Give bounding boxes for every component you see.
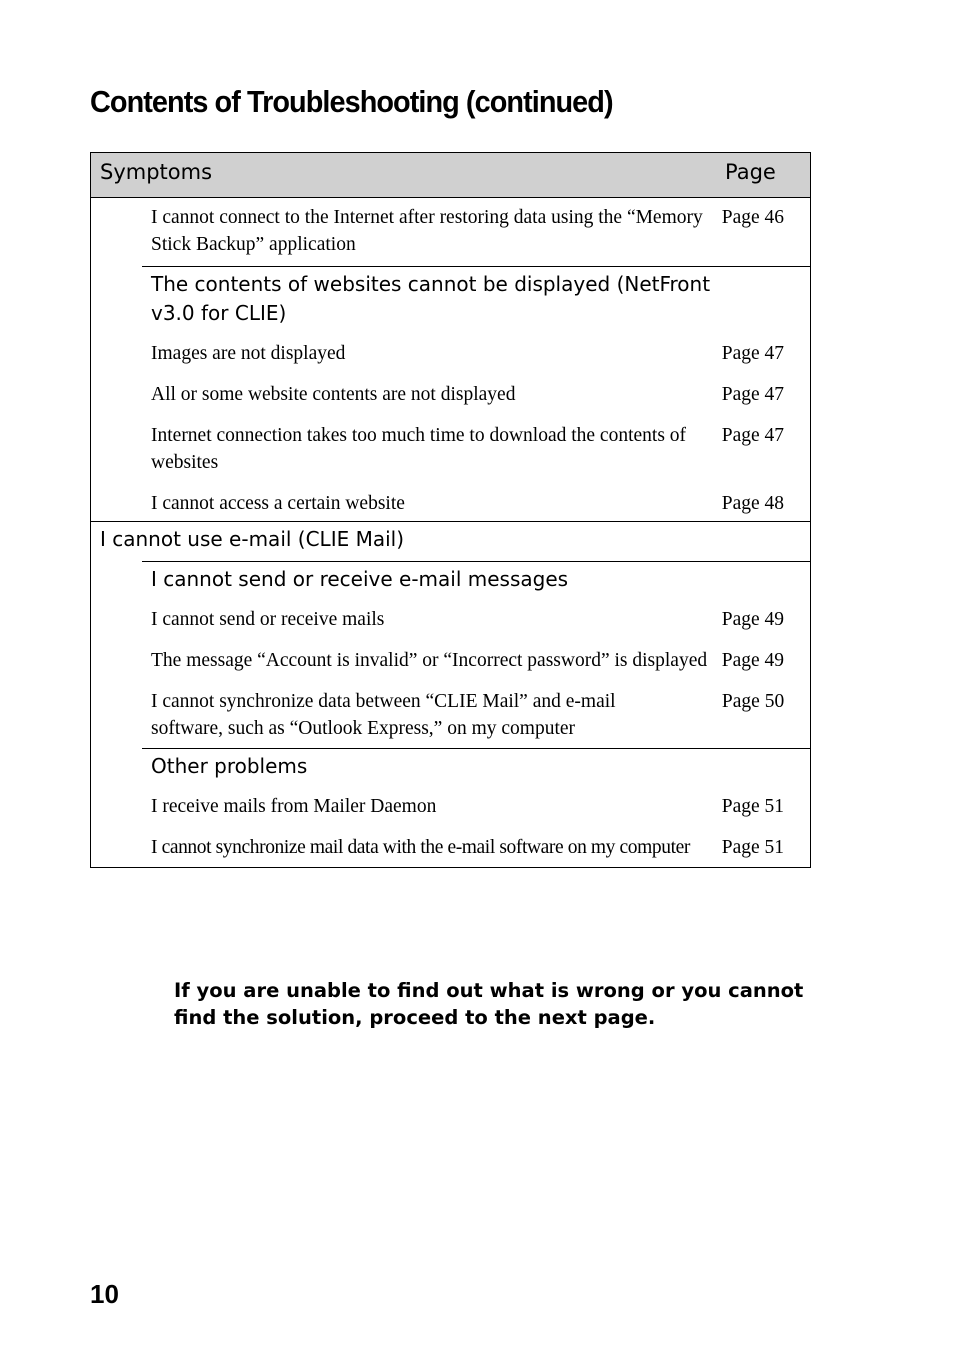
- page-link[interactable]: Page 47: [721, 384, 785, 405]
- memory-stick-section: [142, 198, 810, 266]
- page-link[interactable]: Page 47: [721, 343, 785, 364]
- table-row[interactable]: [142, 204, 810, 258]
- table-row[interactable]: [142, 793, 810, 820]
- page-link[interactable]: Page 49: [721, 650, 785, 671]
- page-link[interactable]: Page 48: [721, 493, 785, 514]
- symptom-text: All or some website contents are not displayed: [151, 384, 516, 405]
- page-link[interactable]: Page 49: [721, 609, 785, 630]
- next-page-note: If you are unable to find out what is wrong or you cannot find the solution, proceed to the next page.: [174, 979, 804, 1029]
- page-link[interactable]: Page 47: [721, 425, 785, 446]
- table-row[interactable]: [142, 688, 810, 742]
- troubleshooting-table: [90, 152, 811, 868]
- other-problems-section: [142, 748, 810, 867]
- symptom-text: I cannot synchronize data between “CLIE Mail” and e-mail software, such as “Outlook Express,” on my computer: [151, 691, 616, 739]
- email-section: [91, 521, 810, 561]
- category-heading-send-receive: I cannot send or receive e-mail messages: [151, 567, 569, 591]
- symptom-text: I cannot synchronize mail data with the e-mail software on my computer: [151, 837, 690, 858]
- category-heading-other: Other problems: [151, 754, 308, 778]
- category-heading-websites: The contents of websites cannot be displayed (NetFront v3.0 for CLIE): [151, 272, 711, 325]
- table-row[interactable]: [142, 490, 810, 517]
- table-row[interactable]: [142, 606, 810, 633]
- table-row[interactable]: [142, 834, 810, 861]
- symptom-text: I cannot send or receive mails: [151, 609, 385, 630]
- page-link[interactable]: Page 51: [721, 837, 785, 858]
- page-link[interactable]: Page 51: [721, 796, 785, 817]
- page-number: 10: [90, 1279, 119, 1309]
- table-header: [91, 153, 810, 198]
- page-title: Contents of Troubleshooting (continued): [90, 84, 613, 119]
- symptom-text: Images are not displayed: [151, 343, 346, 364]
- symptom-text: I cannot connect to the Internet after restoring data using the “Memory Stick Backup” application: [151, 207, 703, 255]
- send-receive-section: [142, 561, 810, 748]
- table-row[interactable]: [142, 381, 810, 408]
- symptom-text: The message “Account is invalid” or “Incorrect password” is displayed: [151, 650, 708, 671]
- netfront-section: [142, 266, 810, 521]
- page-column-header: Page: [725, 160, 776, 184]
- symptom-text: Internet connection takes too much time to download the contents of websites: [151, 425, 687, 473]
- symptom-text: I receive mails from Mailer Daemon: [151, 796, 437, 817]
- table-row[interactable]: [142, 422, 810, 476]
- symptoms-column-header: Symptoms: [100, 160, 213, 184]
- symptom-text: I cannot access a certain website: [151, 493, 405, 514]
- page-link[interactable]: Page 46: [721, 207, 785, 228]
- page-link[interactable]: Page 50: [721, 691, 785, 712]
- table-row[interactable]: [142, 340, 810, 367]
- table-row[interactable]: [142, 647, 810, 674]
- category-heading-email: I cannot use e-mail (CLIE Mail): [100, 527, 405, 551]
